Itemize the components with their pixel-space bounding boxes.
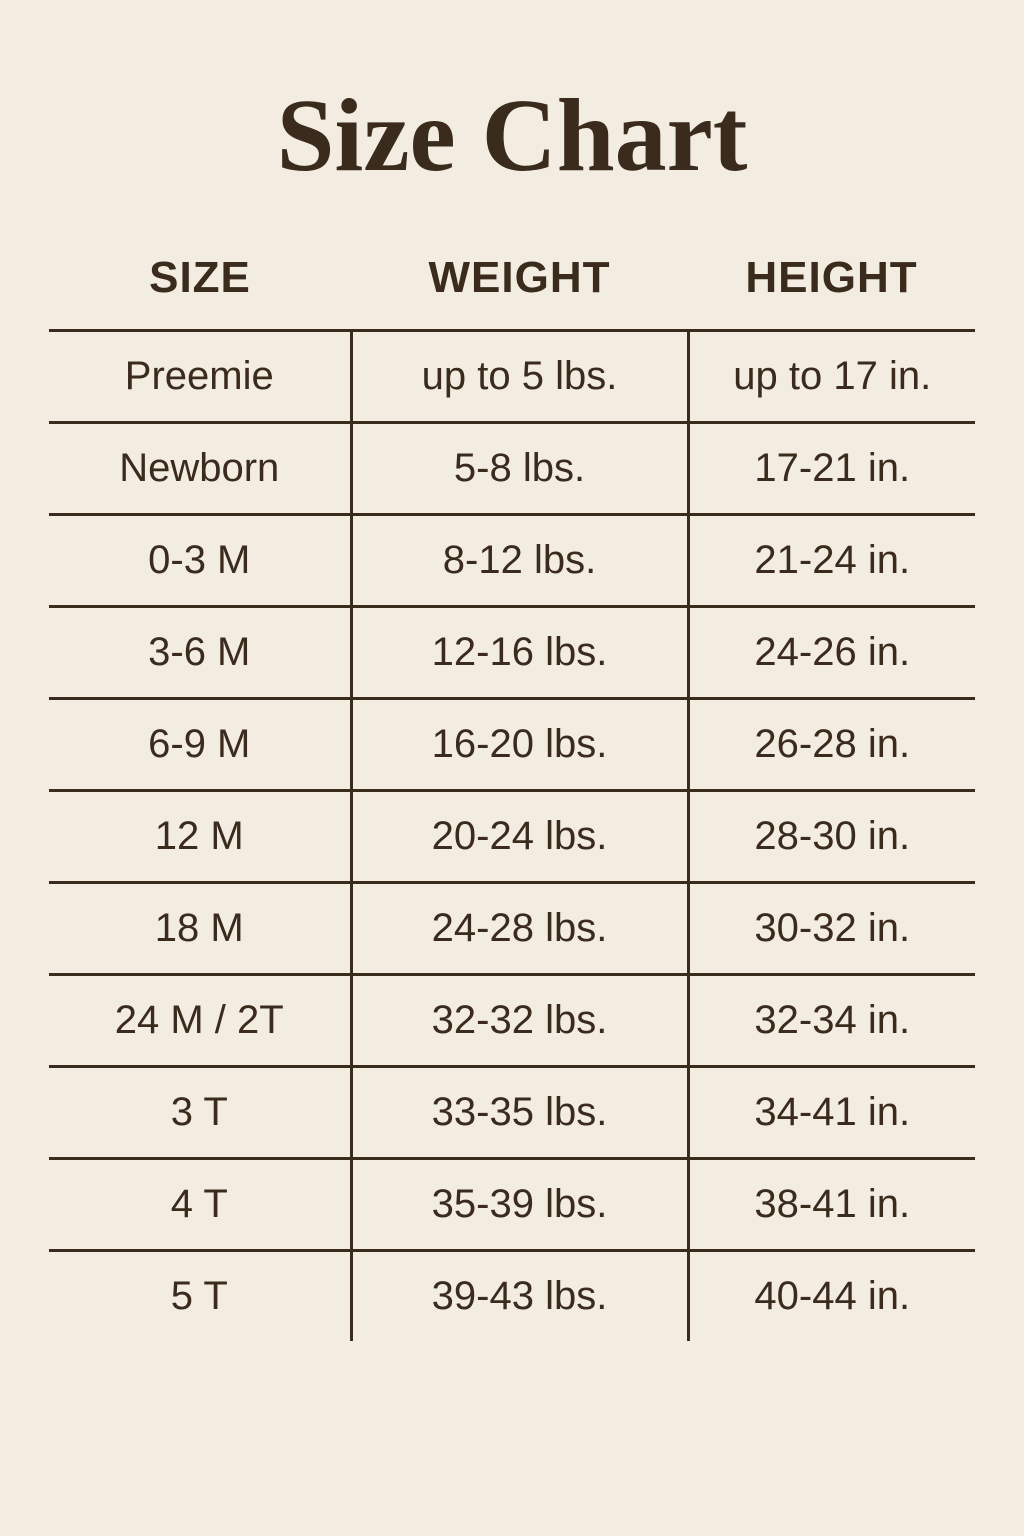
cell-weight: up to 5 lbs. <box>351 331 688 423</box>
cell-height: 38-41 in. <box>688 1159 975 1251</box>
cell-height: 40-44 in. <box>754 1274 911 1318</box>
cell-size: 4 T <box>49 1159 351 1251</box>
cell-height: 30-32 in. <box>688 883 975 975</box>
table-row <box>49 699 975 791</box>
cell-weight: 16-20 lbs. <box>351 699 688 791</box>
page-title: Size Chart <box>276 78 748 193</box>
cell-weight: 12-16 lbs. <box>351 607 688 699</box>
table-row <box>49 423 975 515</box>
column-header-size: SIZE <box>49 252 351 331</box>
cell-size: 6-9 M <box>49 699 351 791</box>
cell-size: Newborn <box>49 423 351 515</box>
cell-weight: 8-12 lbs. <box>351 515 688 607</box>
cell-size: 3 T <box>49 1067 351 1159</box>
cell-size: 24 M / 2T <box>49 975 351 1067</box>
cell-weight: 33-35 lbs. <box>351 1067 688 1159</box>
table-row <box>49 975 975 1067</box>
cell-height: 34-41 in. <box>688 1067 975 1159</box>
cell-size: 12 M <box>49 791 351 883</box>
column-header-weight: WEIGHT <box>351 252 688 331</box>
cell-weight: 24-28 lbs. <box>351 883 688 975</box>
cell-weight: 20-24 lbs. <box>351 791 688 883</box>
table-row <box>49 607 975 699</box>
table-header-row <box>49 252 975 331</box>
cell-weight: 35-39 lbs. <box>351 1159 688 1251</box>
cell-size: 5 T <box>170 1274 228 1318</box>
cell-height: 24-26 in. <box>688 607 975 699</box>
cell-weight: 39-43 lbs. <box>351 1251 688 1342</box>
cell-size: 18 M <box>49 883 351 975</box>
column-header-height: HEIGHT <box>688 252 975 331</box>
table-row <box>49 1251 975 1342</box>
cell-height: 32-34 in. <box>688 975 975 1067</box>
table-row <box>49 515 975 607</box>
table-body <box>49 331 975 1342</box>
cell-size: 3-6 M <box>49 607 351 699</box>
table-row <box>49 883 975 975</box>
table-row <box>49 1159 975 1251</box>
table-row <box>49 1067 975 1159</box>
cell-weight: 5-8 lbs. <box>351 423 688 515</box>
cell-size: 0-3 M <box>49 515 351 607</box>
cell-height: 28-30 in. <box>688 791 975 883</box>
size-chart-table <box>49 252 975 1341</box>
cell-height: 26-28 in. <box>688 699 975 791</box>
table-row <box>49 331 975 423</box>
cell-size: Preemie <box>49 331 351 423</box>
table-header <box>49 252 975 331</box>
cell-height: 17-21 in. <box>688 423 975 515</box>
cell-height: up to 17 in. <box>688 331 975 423</box>
table-row <box>49 791 975 883</box>
cell-weight: 32-32 lbs. <box>351 975 688 1067</box>
cell-height: 21-24 in. <box>688 515 975 607</box>
